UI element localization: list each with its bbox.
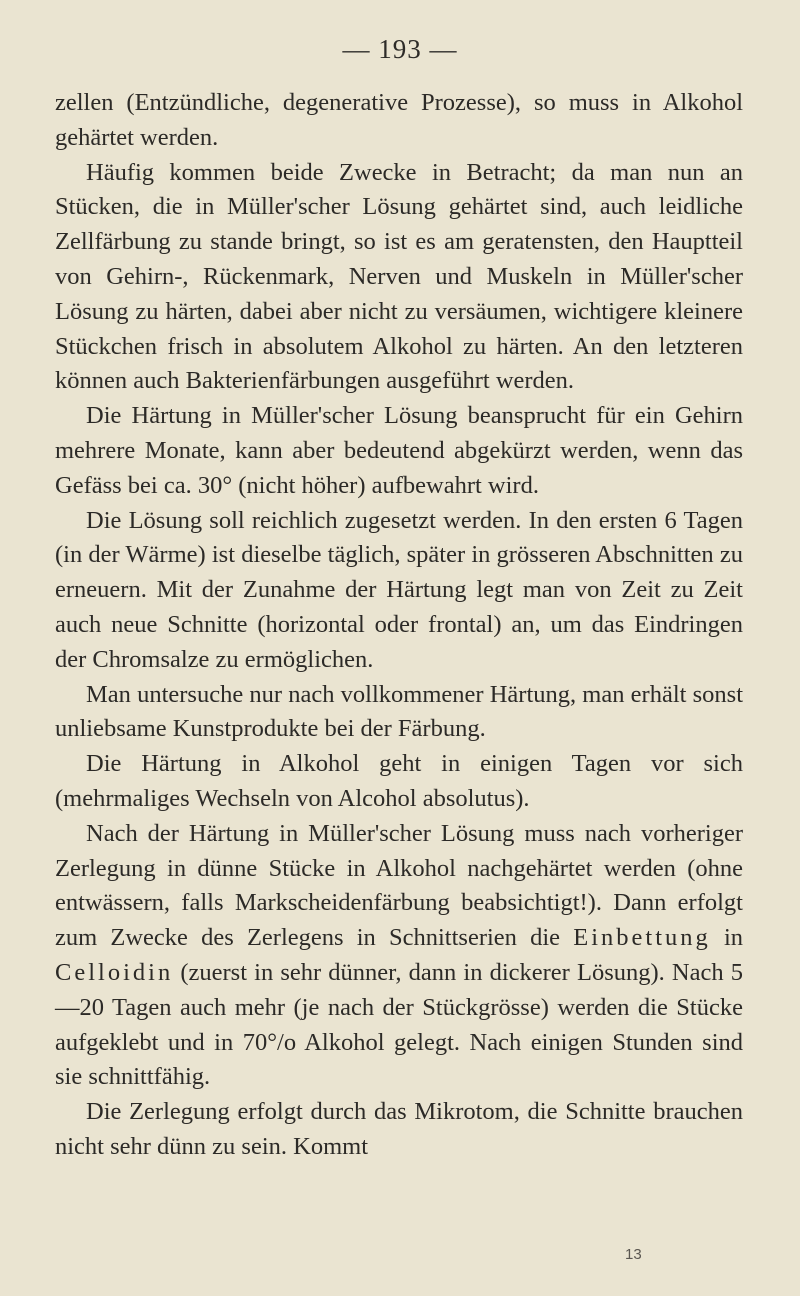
paragraph-6: Die Härtung in Alkohol geht in einigen Tagen vor sich (mehrmaliges Wechseln von Alcohol absolutus). [55, 750, 743, 812]
paragraph-7-part-3: (zuerst in sehr dünner, dann in dickerer Lösung). Nach 5—20 Tagen auch mehr (je nach der Stückgrösse) werden die Stücke aufgeklebt und in 70°/o Alkohol gelegt. Nach einigen Stunden sind sie schnittfähig. [55, 958, 743, 1091]
paragraph-8: Die Zerlegung erfolgt durch das Mikrotom, die Schnitte brauchen nicht sehr dünn zu sein. Kommt [55, 1098, 743, 1160]
paragraph-2: Häufig kommen beide Zwecke in Betracht; da man nun an Stücken, die in Müller'scher Lösung gehärtet sind, auch leidliche Zellfärbung zu stande bringt, so ist es am geratensten, den Hauptteil von Gehirn-, Rückenmark, Nerven und Muskeln in Müller'scher Lösung zu härten, dabei aber nicht zu versäumen, wichtigere kleinere Stückchen frisch in absolutem Alkohol zu härten. An den letzteren können auch Bakterienfärbungen ausgeführt werden. [55, 158, 743, 395]
body-text [55, 86, 743, 1165]
printer-signature-mark: 13 [625, 1246, 642, 1263]
page-number-header [0, 34, 800, 65]
paragraph-1: zellen (Entzündliche, degenerative Prozesse), so muss in Alkohol gehärtet werden. [55, 89, 743, 151]
paragraph-5: Man untersuche nur nach vollkommener Härtung, man erhält sonst unliebsame Kunstprodukte bei der Färbung. [55, 680, 743, 743]
term-einbettung: Einbettung [573, 924, 711, 952]
paragraph-7-part-1: Nach der Härtung in Müller'scher Lösung muss nach vorheriger Zerlegung in dünne Stücke in Alkohol nachgehärtet werden (ohne entwässern, falls Markscheidenfärbung beabsichtigt!). Dann erfolgt zum Zwecke des Zerlegens in Schnittserien die [55, 819, 743, 952]
paragraph-7-part-2: in [710, 924, 744, 952]
page-number-text: — 193 — [342, 34, 458, 64]
term-celloidin: Celloidin [55, 958, 174, 986]
paragraph-4: Die Lösung soll reichlich zugesetzt werden. In den ersten 6 Tagen (in der Wärme) ist dieselbe täglich, später in grösseren Abschnitten zu erneuern. Mit der Zunahme der Härtung legt man von Zeit zu Zeit auch neue Schnitte (horizontal oder frontal) an, um das Eindringen der Chromsalze zu ermöglichen. [55, 506, 743, 673]
paragraph-3: Die Härtung in Müller'scher Lösung beansprucht für ein Gehirn mehrere Monate, kann aber bedeutend abgekürzt werden, wenn das Gefäss bei ca. 30° (nicht höher) aufbewahrt wird. [55, 402, 743, 499]
paragraph-7 [55, 817, 743, 1095]
